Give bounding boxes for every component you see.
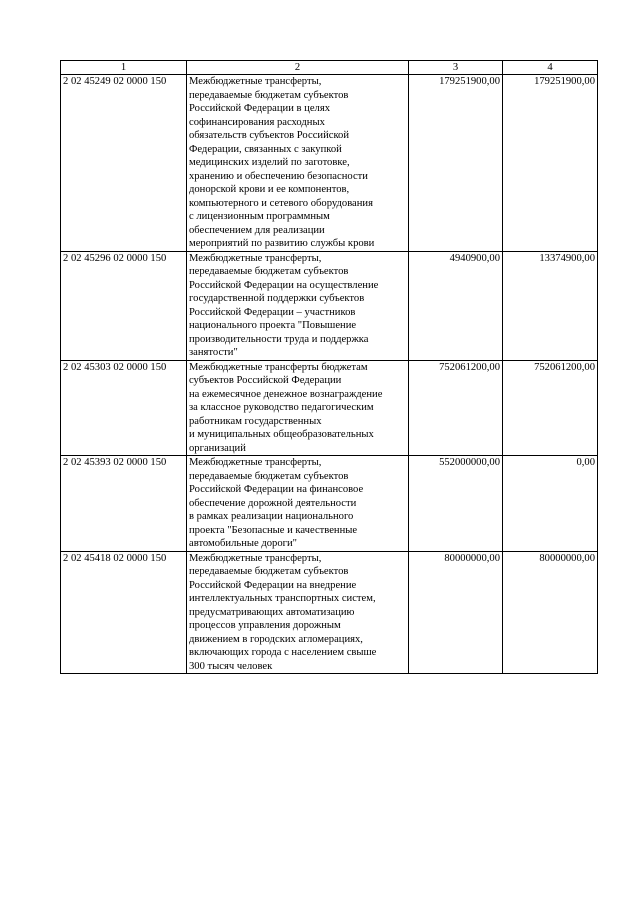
budget-code: 2 02 45296 02 0000 150 <box>61 251 187 360</box>
description-line: Межбюджетные трансферты, <box>189 552 322 564</box>
description-line: интеллектуальных транспортных систем, <box>189 593 376 604</box>
description-line: медицинских изделий по заготовке, <box>189 157 350 168</box>
column-number: 4 <box>503 61 598 75</box>
description-line: донорской крови и ее компонентов, <box>189 184 350 195</box>
amount-col4: 0,00 <box>503 456 598 552</box>
description-line: включающих города с населением свыше <box>189 647 377 658</box>
amount-col3: 4940900,00 <box>409 251 503 360</box>
description-line: Межбюджетные трансферты, <box>189 76 322 87</box>
description-line: Российской Федерации – участников <box>189 306 356 318</box>
description-line: Российской Федерации на внедрение <box>189 579 357 591</box>
description-line: Межбюджетные трансферты бюджетам <box>189 361 368 373</box>
budget-code: 2 02 45418 02 0000 150 <box>61 551 187 674</box>
table-row <box>61 251 598 360</box>
description-line: 300 тысяч человек <box>189 660 273 672</box>
description-line: с лицензионным программным <box>189 211 330 222</box>
description-line: в рамках реализации национального <box>189 511 354 522</box>
description-line: субъектов Российской Федерации <box>189 375 342 386</box>
description-line: производительности труда и поддержка <box>189 333 369 345</box>
amount-col4: 752061200,00 <box>503 360 598 456</box>
description-line: процессов управления дорожным <box>189 620 341 631</box>
column-number: 2 <box>187 61 409 75</box>
amount-col4: 80000000,00 <box>503 551 598 674</box>
description-line: Российской Федерации на осуществление <box>189 279 379 291</box>
description-line: и муниципальных общеобразовательных <box>189 429 374 440</box>
description-line: передаваемые бюджетам субъектов <box>189 89 349 101</box>
table-row <box>61 75 598 252</box>
description-line: автомобильные дороги" <box>189 538 297 549</box>
description-line: Межбюджетные трансферты, <box>189 252 322 264</box>
budget-code: 2 02 45249 02 0000 150 <box>61 75 187 252</box>
description-line: работникам государственных <box>189 415 322 427</box>
budget-table <box>60 60 598 674</box>
amount-col3: 179251900,00 <box>409 75 503 252</box>
budget-code: 2 02 45393 02 0000 150 <box>61 456 187 552</box>
description-line: передаваемые бюджетам субъектов <box>189 470 349 482</box>
table-row <box>61 551 598 674</box>
description-line: Межбюджетные трансферты, <box>189 457 322 468</box>
description <box>187 551 409 674</box>
description-line: обеспечением для реализации <box>189 224 325 236</box>
description-line: софинансирования расходных <box>189 116 325 128</box>
description <box>187 251 409 360</box>
description-line: за классное руководство педагогическим <box>189 402 374 413</box>
description-line: проекта "Безопасные и качественные <box>189 524 358 536</box>
description-line: Российской Федерации на финансовое <box>189 484 364 495</box>
description-line: национального проекта "Повышение <box>189 320 357 331</box>
header-row <box>61 61 598 75</box>
description-line: обязательств субъектов Российской <box>189 130 350 141</box>
amount-col3: 80000000,00 <box>409 551 503 674</box>
description-line: компьютерного и сетевого оборудования <box>189 197 373 209</box>
description-line: на ежемесячное денежное вознаграждение <box>189 388 383 400</box>
description-line: движением в городских агломерациях, <box>189 633 363 645</box>
amount-col4: 13374900,00 <box>503 251 598 360</box>
description-line: занятости" <box>189 347 238 358</box>
description-line: предусматривающих автоматизацию <box>189 606 355 618</box>
description-line: хранению и обеспечению безопасности <box>189 170 368 182</box>
description <box>187 360 409 456</box>
description-line: организаций <box>189 442 246 454</box>
description <box>187 75 409 252</box>
amount-col4: 179251900,00 <box>503 75 598 252</box>
description-line: обеспечение дорожной деятельности <box>189 497 357 509</box>
amount-col3: 552000000,00 <box>409 456 503 552</box>
description <box>187 456 409 552</box>
table-row <box>61 360 598 456</box>
amount-col3: 752061200,00 <box>409 360 503 456</box>
description-line: передаваемые бюджетам субъектов <box>189 566 349 577</box>
column-number: 3 <box>409 61 503 75</box>
description-line: Российской Федерации в целях <box>189 103 331 114</box>
table-row <box>61 456 598 552</box>
description-line: Федерации, связанных с закупкой <box>189 143 342 155</box>
column-number: 1 <box>61 61 187 75</box>
budget-code: 2 02 45303 02 0000 150 <box>61 360 187 456</box>
description-line: мероприятий по развитию службы крови <box>189 238 375 249</box>
description-line: передаваемые бюджетам субъектов <box>189 266 349 277</box>
description-line: государственной поддержки субъектов <box>189 293 365 304</box>
